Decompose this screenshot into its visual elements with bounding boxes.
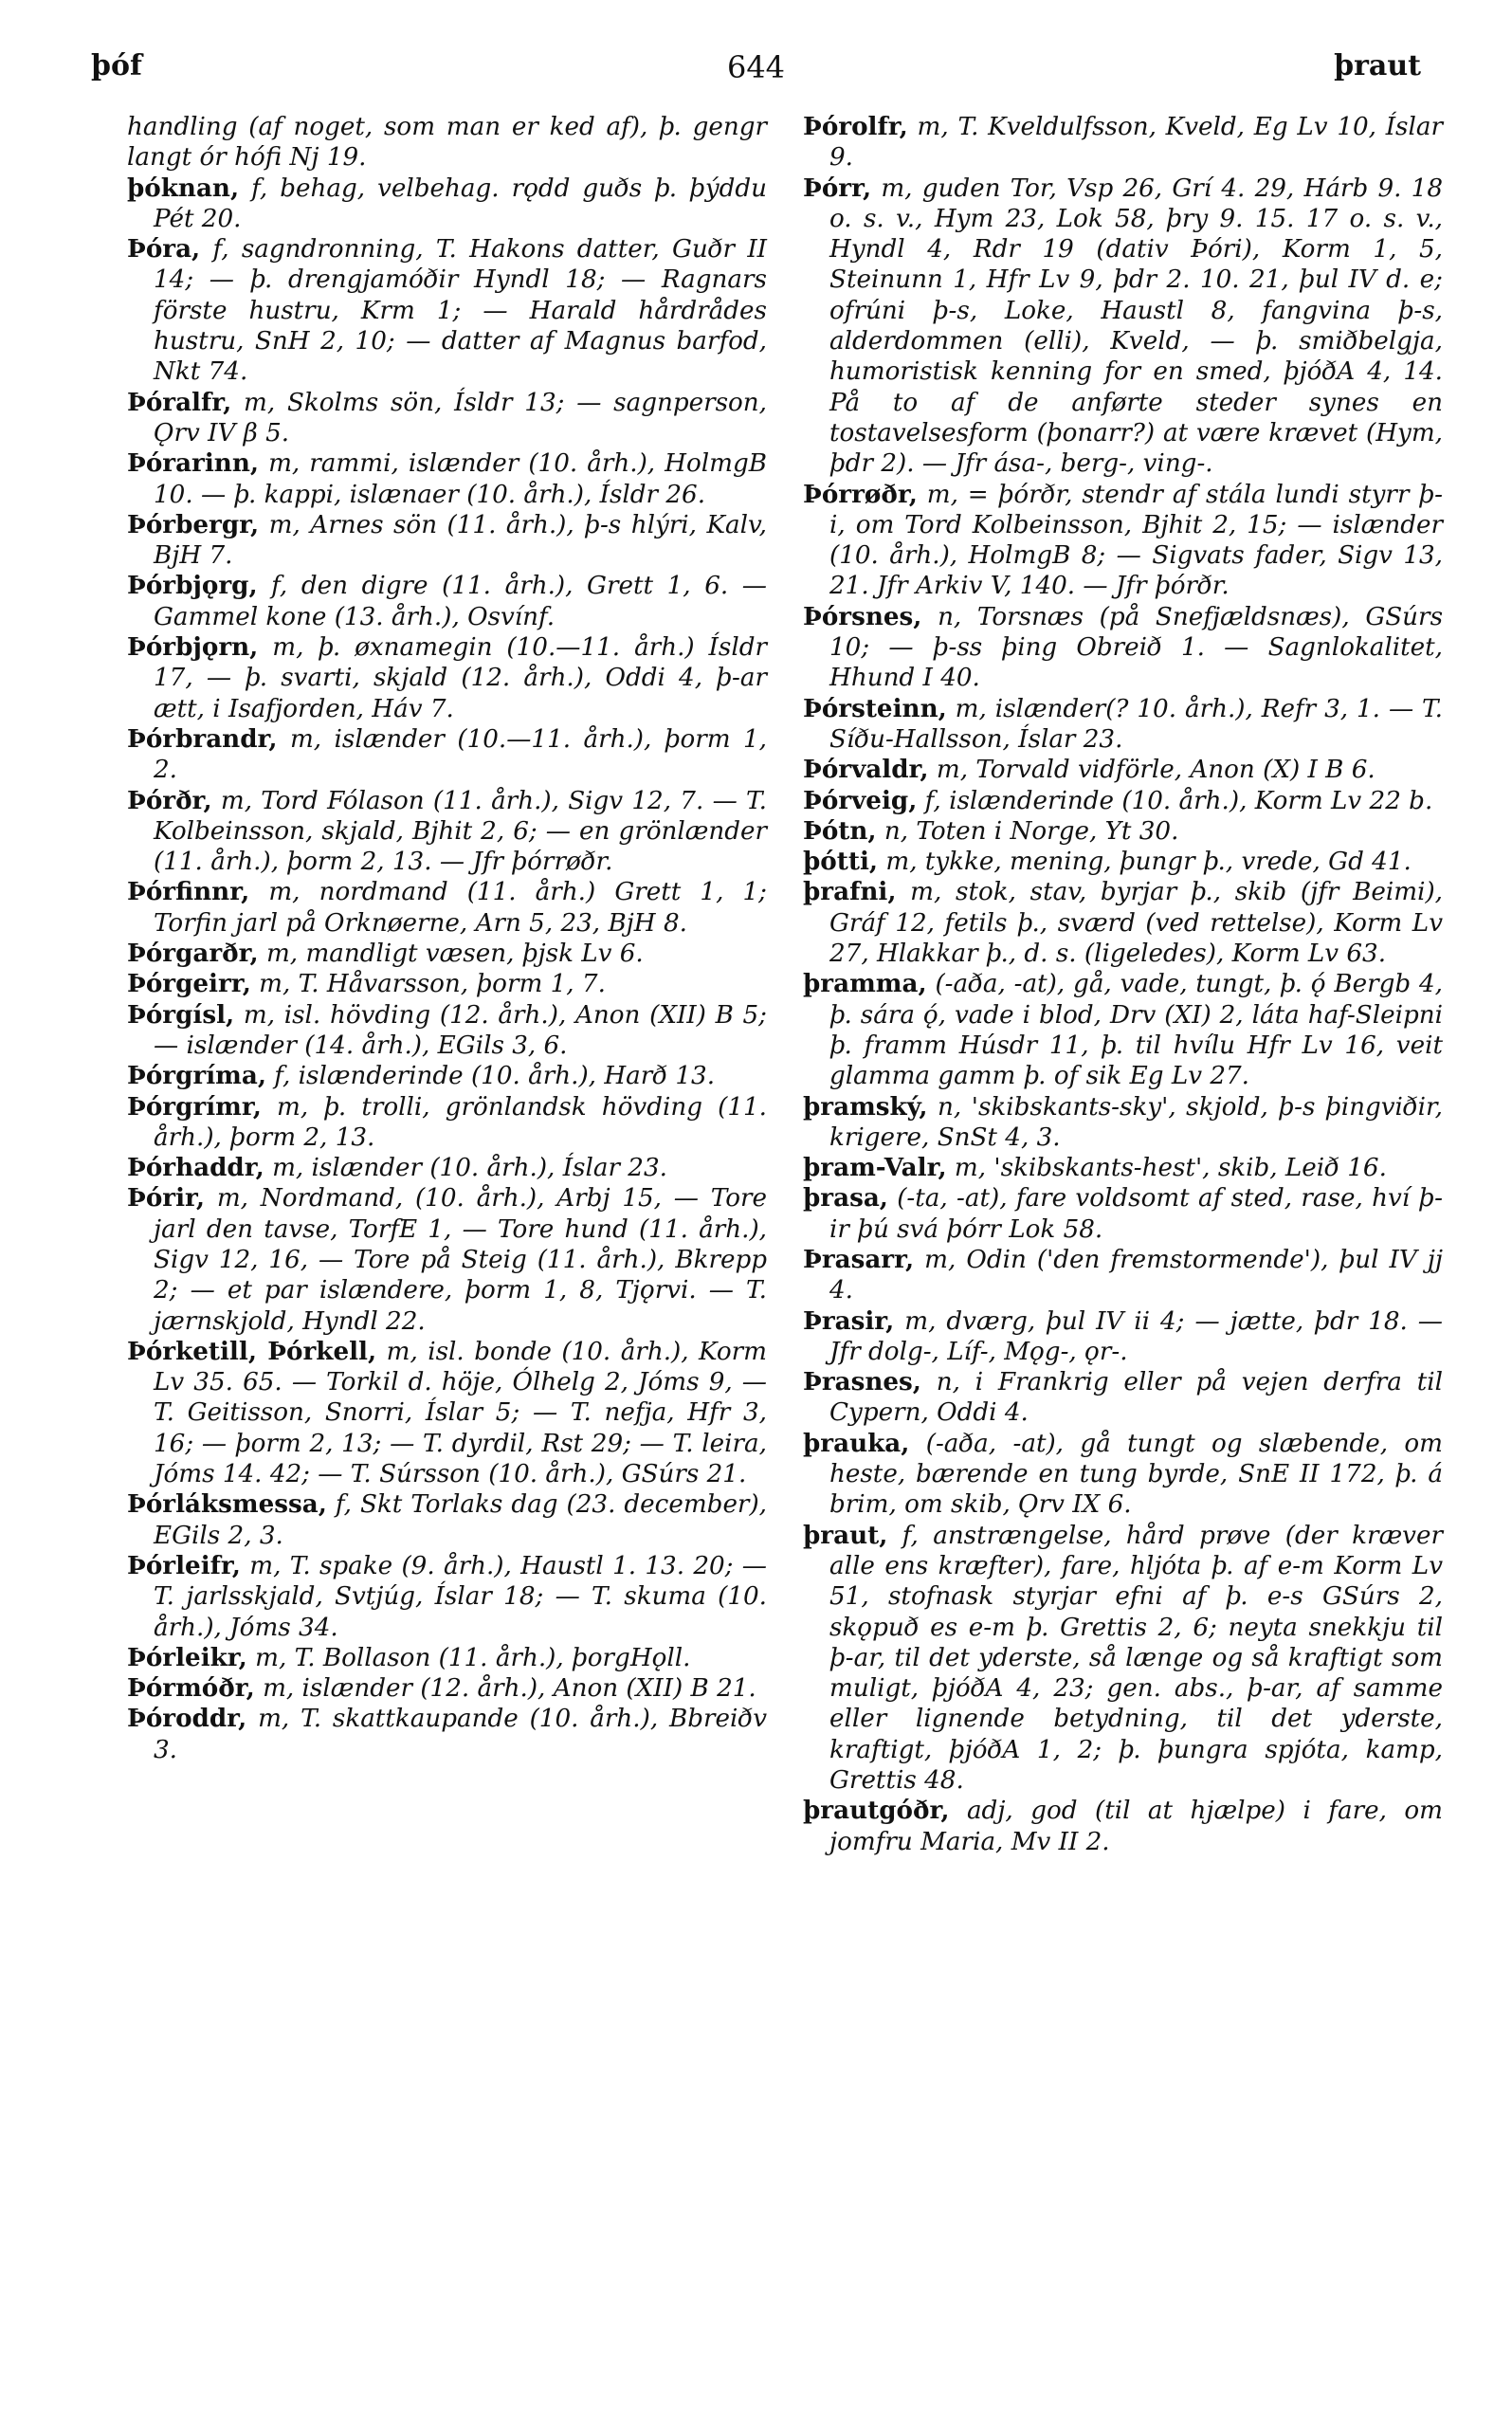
- dictionary-entry: [127, 1000, 767, 1062]
- entry-definition: m, rammi, islænder (10. årh.), HolmgB 10. — þ. kappi, islænaer (10. årh.), Ísldr 26.: [154, 449, 767, 509]
- dictionary-entry: [803, 1245, 1443, 1306]
- dictionary-entry: [127, 388, 767, 449]
- entry-definition: m, Odin ('den fremstormende'), þul IV jj 4.: [829, 1245, 1444, 1305]
- entry-definition: n, 'skibskants-sky', skjold, þ-s þingviðir, krigere, SnSt 4, 3.: [829, 1092, 1444, 1152]
- dictionary-entry: [803, 1796, 1443, 1857]
- dictionary-entry: [127, 724, 767, 786]
- header-right-guideword: þraut: [1334, 49, 1421, 82]
- entry-definition: n, Toten i Norge, Yt 30.: [884, 816, 1179, 846]
- dictionary-entry: [127, 1337, 767, 1489]
- dictionary-entry: [127, 877, 767, 939]
- entry-headword: Þrasir,: [803, 1305, 895, 1336]
- dictionary-entry: [803, 173, 1443, 480]
- entry-headword: Þórláksmessa,: [127, 1489, 327, 1520]
- entry-definition: f, den digre (11. årh.), Grett 1, 6. — Gammel kone (13. årh.), Osvínf.: [154, 572, 767, 631]
- entry-headword: Þórgríma,: [127, 1061, 266, 1091]
- dictionary-entry: [803, 1429, 1443, 1521]
- entry-headword: Þóra,: [127, 234, 201, 265]
- entry-definition: (-aða, -at), gå tungt og slæbende, om heste, bærende en tung byrde, SnE II 172, þ. á brim, om skib, Ǫrv IX 6.: [829, 1429, 1444, 1520]
- entry-headword: Þórolfr,: [803, 112, 908, 141]
- dictionary-entry: [127, 786, 767, 878]
- entry-headword: Þórarinn,: [127, 448, 259, 479]
- entry-definition: m, nordmand (11. årh.) Grett 1, 1; Torfin jarl på Orknøerne, Arn 5, 23, BjH 8.: [154, 878, 768, 938]
- entry-headword: Þórvaldr,: [803, 755, 929, 785]
- dictionary-entry: [127, 1551, 767, 1643]
- dictionary-entry: [127, 1153, 767, 1183]
- dictionary-entry: [803, 786, 1443, 816]
- dictionary-entry: [803, 969, 1443, 1091]
- entry-headword: þram-Valr,: [803, 1153, 947, 1183]
- entry-headword: Þórrøðr,: [803, 479, 918, 509]
- dictionary-entry: [803, 847, 1443, 877]
- entry-definition: m, 'skibskants-hest', skib, Leið 16.: [954, 1154, 1387, 1183]
- dictionary-entry: [803, 1183, 1443, 1245]
- entry-headword: Þórbjǫrg,: [127, 571, 258, 601]
- dictionary-entry: [803, 112, 1443, 173]
- entry-definition: f, sagndronning, T. Hakons datter, Guðr II 14; — þ. drengjamóðir Hyndl 18; — Ragnars förste hustru, Krm 1; — Harald hårdrådes hustru, SnH 2, 10; — datter af Magnus barfod, Nkt 74.: [154, 235, 768, 387]
- entry-definition: m, tykke, mening, þungr þ., vrede, Gd 41.: [885, 848, 1412, 877]
- entry-headword: Þórsnes,: [803, 601, 922, 631]
- entry-definition: m, isl. hövding (12. årh.), Anon (XII) B 5; — islænder (14. årh.), EGils 3, 6.: [154, 1000, 768, 1060]
- entry-headword: Þórhaddr,: [127, 1153, 264, 1183]
- entry-headword: Þórgrímr,: [127, 1091, 262, 1122]
- entry-definition: n, i Frankrig eller på vejen derfra til Cypern, Oddi 4.: [829, 1368, 1443, 1428]
- dictionary-entry: [127, 939, 767, 969]
- entry-headword: Þórsteinn,: [803, 693, 947, 723]
- entry-headword: Þórfinnr,: [127, 877, 250, 907]
- entry-headword: þótti,: [803, 847, 879, 877]
- dictionary-entry: [803, 694, 1443, 756]
- entry-headword: Þórbjǫrn,: [127, 632, 259, 663]
- entry-definition: m, stok, stav, byrjar þ., skib (jfr Beimi), Gráf 12, fetils þ., sværd (ved rettelse), Korm Lv 27, Hlakkar þ., d. s. (ligeledes), Korm Lv 63.: [829, 878, 1443, 969]
- entry-headword: Þórmóðr,: [127, 1673, 255, 1704]
- entry-definition: m, Arnes sön (11. årh.), þ-s hlýri, Kalv, BjH 7.: [154, 510, 768, 571]
- entry-definition: m, = þórðr, stendr af stála lundi styrr þ-i, om Tord Kolbeinsson, Bjhit 2, 15; — islænder (10. årh.), HolmgB 8; — Sigvats fader, Sigv 13, 21. Jfr Arkiv V, 140. — Jfr þórðr.: [829, 480, 1443, 601]
- entry-definition: m, islænder (10.—11. årh.), þorm 1, 2.: [154, 724, 767, 785]
- entry-definition: f, Skt Torlaks dag (23. december), EGils 2, 3.: [154, 1490, 767, 1550]
- entry-definition: m, þ. trolli, grönlandsk hövding (11. årh.), þorm 2, 13.: [154, 1092, 768, 1152]
- entry-definition: m, T. Håvarsson, þorm 1, 7.: [259, 970, 606, 999]
- dictionary-entry: [127, 448, 767, 510]
- dictionary-entry: [803, 755, 1443, 785]
- entry-headword: Þórðr,: [127, 785, 212, 815]
- dictionary-entry: [803, 877, 1443, 969]
- entry-definition: m, islænder(? 10. årh.), Refr 3, 1. — T. Síðu-Hallsson, Íslar 23.: [829, 694, 1443, 754]
- entry-headword: þramma,: [803, 969, 927, 999]
- entry-definition: adj, god (til at hjælpe) i fare, om jomfru Maria, Mv II 2.: [829, 1797, 1443, 1856]
- entry-definition: m, islænder (12. årh.), Anon (XII) B 21.: [263, 1674, 756, 1704]
- entry-headword: Þórr,: [803, 173, 872, 203]
- entry-headword: Þóralfr,: [127, 387, 232, 417]
- entry-headword: Þrasarr,: [803, 1244, 915, 1274]
- entry-definition: m, Tord Fólason (11. årh.), Sigv 12, 7. — T. Kolbeinsson, skjald, Bjhit 2, 6; — en grönlænder (11. årh.), þorm 2, 13. — Jfr þórrøðr.: [154, 786, 767, 877]
- entry-definition: m, islænder (10. årh.), Íslar 23.: [272, 1154, 667, 1183]
- entry-headword: Þórgeirr,: [127, 969, 251, 999]
- right-column: [803, 112, 1443, 1857]
- dictionary-entry: [127, 1673, 767, 1704]
- dictionary-entry: [127, 1092, 767, 1154]
- entry-headword: Þórgísl,: [127, 999, 235, 1030]
- dictionary-entry: [803, 480, 1443, 602]
- entry-headword: þraut,: [803, 1520, 888, 1550]
- entry-headword: Þórleikr,: [127, 1642, 247, 1672]
- entry-definition: (-ta, -at), fare voldsomt af sted, rase, hví þ-ir þú svá þórr Lok 58.: [829, 1184, 1444, 1244]
- entry-headword: Þótn,: [803, 815, 877, 846]
- entry-headword: Þórleifr,: [127, 1550, 241, 1580]
- left-column: [127, 112, 767, 1765]
- entry-definition: f, anstrængelse, hård prøve (der kræver alle ens kræfter), fare, hljóta þ. af e-m Korm Lv 51, stofnask styrjar efni af þ. e-s GSúrs 2, skǫpuð es e-m þ. Grettis 2, 6; neyta snekkju til þ-ar, til det yderste, så længe og så kraftigt som muligt, þjóðA 4, 23; gen. abs., þ-ar, af samme eller lignende betydning, til det yderste, kraftigt, þjóðA 1, 2; þ. þungra spjóta, kamp, Grettis 48.: [829, 1521, 1443, 1796]
- entry-definition: m, Skolms sön, Ísldr 13; — sagnperson, Ǫrv IV β 5.: [154, 388, 767, 447]
- dictionary-entry: [803, 1306, 1443, 1368]
- dictionary-entry: [803, 602, 1443, 694]
- entry-definition: (-aða, -at), gå, vade, tungt, þ. ǫ́ Bergb 4, þ. sára ǫ́, vade i blod, Drv (XI) 2, láta haf-Sleipni þ. framm Húsdr 11, þ. til hvílu Hfr Lv 16, veit glamma gamm þ. of sik Eg Lv 27.: [829, 970, 1444, 1091]
- entry-definition: m, þ. øxnamegin (10.—11. årh.) Ísldr 17, — þ. svarti, skjald (12. årh.), Oddi 4, þ-ar ætt, i Isafjorden, Háv 7.: [154, 633, 768, 723]
- entry-headword: Þórbrandr,: [127, 723, 278, 754]
- dictionary-entry: [803, 1521, 1443, 1797]
- page-header: [91, 49, 1421, 87]
- dictionary-entry: [127, 510, 767, 572]
- entry-headword: Þóroddr,: [127, 1704, 247, 1734]
- dictionary-entry: [127, 1704, 767, 1765]
- entry-definition: m, T. Kveldulfsson, Kveld, Eg Lv 10, Íslar 9.: [829, 113, 1444, 173]
- entry-headword: Þórveig,: [803, 785, 918, 815]
- entry-headword: þramský,: [803, 1091, 928, 1122]
- dictionary-entry: [127, 969, 767, 999]
- entry-headword: þrauka,: [803, 1428, 910, 1458]
- entry-definition: m, T. spake (9. årh.), Haustl 1. 13. 20; — T. jarlsskjald, Svtjúg, Íslar 18; — T. skuma (10. årh.), Jóms 34.: [154, 1551, 767, 1642]
- entry-definition: m, dværg, þul IV ii 4; — jætte, þdr 18. — Jfr dolg-, Líf-, Mǫg-, ǫr-.: [829, 1306, 1443, 1366]
- dictionary-entry: [127, 1489, 767, 1551]
- dictionary-entry: [127, 1643, 767, 1673]
- entry-headword: þrafni,: [803, 877, 897, 907]
- entry-headword: Þórbergr,: [127, 509, 260, 539]
- dictionary-entry: [127, 173, 767, 235]
- dictionary-entry: [127, 632, 767, 724]
- entry-headword: þrasa,: [803, 1183, 888, 1214]
- entry-definition: n, Torsnæs (på Snefjældsnæs), GSúrs 10; — þ-ss þing Obreið 1. — Sagnlokalitet, Hhund I 40.: [829, 602, 1444, 693]
- entry-headword: Þrasnes,: [803, 1367, 921, 1397]
- header-left-guideword: þóf: [91, 49, 142, 82]
- entry-definition: m, isl. bonde (10. årh.), Korm Lv 35. 65. — Torkil d. höje, Ólhelg 2, Jóms 9, — T. Geitisson, Snorri, Íslar 5; — T. nefja, Hfr 3, 16; — þorm 2, 13; — T. dyrdil, Rst 29; — T. leira, Jóms 14. 42; — T. Súrsson (10. årh.), GSúrs 21.: [154, 1337, 768, 1489]
- dictionary-entry: [127, 1183, 767, 1336]
- dictionary-entry: [127, 1061, 767, 1091]
- entry-headword: þóknan,: [127, 173, 240, 203]
- entry-definition: m, T. Bollason (11. årh.), þorgHǫll.: [255, 1643, 691, 1672]
- entry-definition: f, islænderinde (10. årh.), Harð 13.: [274, 1062, 716, 1091]
- entry-definition: f, islænderinde (10. årh.), Korm Lv 22 b.: [924, 786, 1433, 815]
- dictionary-entry: [803, 1092, 1443, 1154]
- dictionary-entry: [803, 1367, 1443, 1429]
- dictionary-entry: [127, 234, 767, 387]
- page-number: 644: [726, 49, 786, 85]
- entry-headword: Þórir,: [127, 1183, 206, 1214]
- dictionary-entry: [803, 816, 1443, 847]
- entry-definition: handling (af noget, som man er ked af), þ. gengr langt ór hófi Nj 19.: [127, 113, 767, 173]
- entry-headword: Þórketill, Þórkell,: [127, 1336, 377, 1366]
- entry-headword: Þórgarðr,: [127, 939, 259, 969]
- entry-definition: m, guden Tor, Vsp 26, Grí 4. 29, Hárb 9. 18 o. s. v., Hym 23, Lok 58, þry 9. 15. 17 o. s. v., Hyndl 4, Rdr 19 (dativ Þóri), Korm 1, 5, Steinunn 1, Hfr Lv 9, þdr 2. 10. 21, þul IV d. e; ofrúni þ-s, Loke, Haustl 8, fangvina þ-s, alderdommen (elli), Kveld, — þ. smiðbelgja, humoristisk kenning for en smed, þjóðA 4, 14. På to af de anførte steder synes en tostavelsesform (þonarr?) at være krævet (Hym, þdr 2). — Jfr ása-, berg-, ving-.: [829, 173, 1443, 479]
- dictionary-entry: [803, 1153, 1443, 1183]
- entry-definition: m, mandligt væsen, þjsk Lv 6.: [265, 940, 644, 969]
- dictionary-entry: [127, 112, 767, 173]
- entry-definition: m, Torvald vidförle, Anon (X) I B 6.: [936, 756, 1375, 785]
- entry-definition: m, T. skattkaupande (10. årh.), Bbreiðv 3.: [154, 1705, 767, 1764]
- entry-headword: þrautgóðr,: [803, 1796, 950, 1826]
- entry-definition: f, behag, velbehag. rǫdd guðs þ. þýddu Pét 20.: [154, 173, 768, 233]
- dictionary-entry: [127, 571, 767, 632]
- entry-definition: m, Nordmand, (10. årh.), Arbj 15, — Tore jarl den tavse, TorfE 1, — Tore hund (11. årh.), Sigv 12, 16, — Tore på Steig (11. årh.), Bkrepp 2; — et par islændere, þorm 1, 8, Tjǫrvi. — T. jærnskjold, Hyndl 22.: [154, 1184, 767, 1336]
